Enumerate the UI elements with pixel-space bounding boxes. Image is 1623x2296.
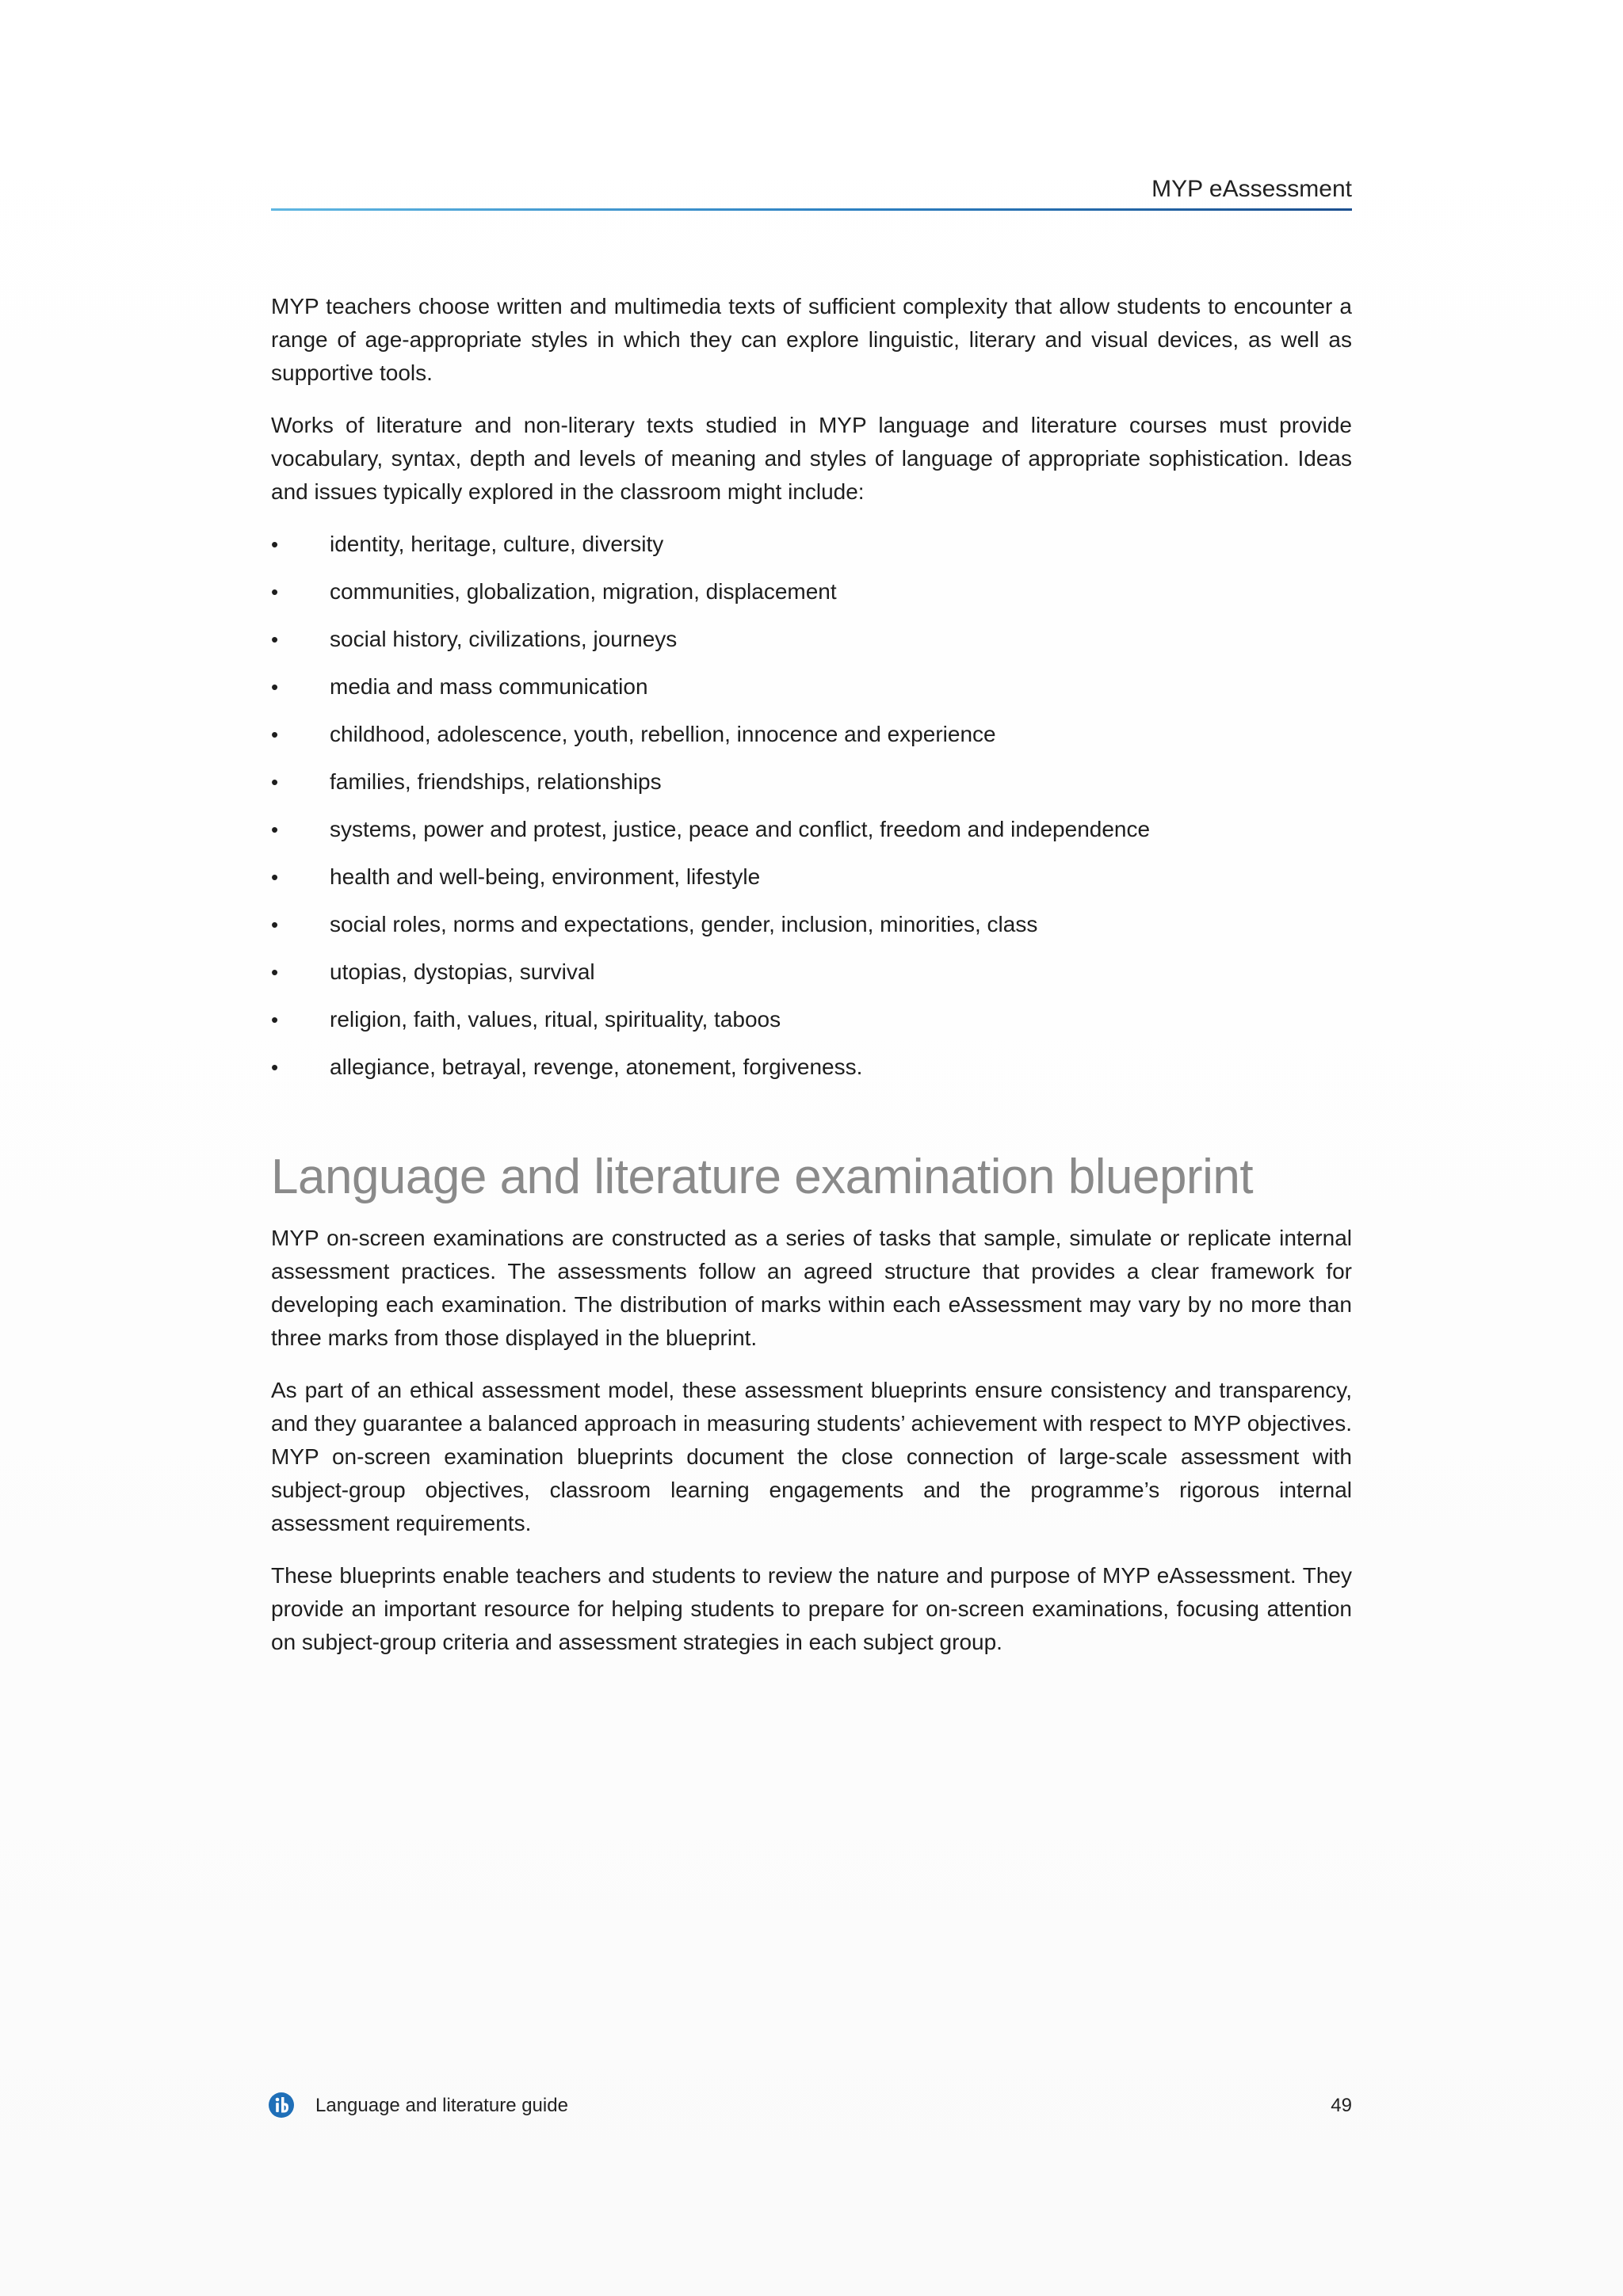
blueprint-paragraph-2: As part of an ethical assessment model, these assessment blueprints ensure consistency and transparency, and they guarantee a balanced approach in measuring students’ achievement with respect to MYP objectives. MYP on-screen examination blueprints document the close connection of large-scale assessment with subject-group objectives, classroom learning engagements and the programme’s rigorous internal assessment requirements. (271, 1378, 1352, 1535)
bullet-icon: • (271, 723, 279, 746)
list-item (271, 1003, 1352, 1036)
list-item-text: systems, power and protest, justice, peace and conflict, freedom and independence (330, 817, 1151, 841)
section-heading: Language and literature examination blueprint (271, 1150, 1254, 1204)
intro-paragraph-1: MYP teachers choose written and multimedia texts of sufficient complexity that allow students to encounter a range of age-appropriate styles in which they can explore linguistic, literary and visual devices, as well as supportive tools. (271, 294, 1352, 385)
header-title: MYP eAssessment (1151, 176, 1352, 202)
list-item-text: childhood, adolescence, youth, rebellion, innocence and experience (330, 722, 996, 746)
header-rule (271, 208, 1352, 211)
bullet-icon: • (271, 1055, 279, 1079)
list-item (271, 955, 1352, 989)
list-item-text: media and mass communication (330, 674, 648, 699)
list-item-text: health and well-being, environment, lifestyle (330, 864, 761, 889)
list-item (271, 908, 1352, 941)
bullet-icon: • (271, 960, 279, 984)
blueprint-paragraph-3: These blueprints enable teachers and students to review the nature and purpose of MYP eAssessment. They provide an important resource for helping students to prepare for on-screen examinations, focusing attention on subject-group criteria and assessment strategies in each subject group. (271, 1563, 1352, 1654)
list-item (271, 575, 1352, 608)
list-item-text: communities, globalization, migration, displacement (330, 579, 837, 604)
running-header (271, 173, 1352, 211)
bullet-icon: • (271, 675, 279, 699)
ib-logo-icon (268, 2092, 295, 2119)
bullet-icon: • (271, 580, 279, 604)
intro-paragraph-2: Works of literature and non-literary texts studied in MYP language and literature courses must provide vocabulary, syntax, depth and levels of meaning and styles of language of appropriate sophistication. Ideas and issues typically explored in the classroom might include: (271, 413, 1352, 504)
topics-list (271, 528, 1352, 1084)
bullet-icon: • (271, 913, 279, 936)
list-item-text: social roles, norms and expectations, gender, inclusion, minorities, class (330, 912, 1038, 936)
list-item (271, 765, 1352, 799)
list-item (271, 1051, 1352, 1084)
list-item-text: identity, heritage, culture, diversity (330, 532, 664, 556)
bullet-icon: • (271, 627, 279, 651)
list-item-text: social history, civilizations, journeys (330, 627, 678, 651)
blueprint-paragraph-1: MYP on-screen examinations are constructed as a series of tasks that sample, simulate or replicate internal assessment practices. The assessments follow an agreed structure that provides a clear framework for developing each examination. The distribution of marks within each eAssessment may vary by no more than three marks from those displayed in the blueprint. (271, 1226, 1352, 1350)
list-item-text: religion, faith, values, ritual, spirituality, taboos (330, 1007, 781, 1032)
list-item-text: allegiance, betrayal, revenge, atonement, forgiveness. (330, 1055, 863, 1079)
bullet-icon: • (271, 865, 279, 889)
list-item (271, 813, 1352, 846)
list-item-text: utopias, dystopias, survival (330, 959, 595, 984)
list-item (271, 528, 1352, 561)
main-content (271, 290, 1352, 1678)
bullet-icon: • (271, 818, 279, 841)
bullet-icon: • (271, 532, 279, 556)
bullet-icon: • (271, 1008, 279, 1032)
bullet-icon: • (271, 770, 279, 794)
list-item (271, 623, 1352, 656)
page-footer (268, 2090, 1352, 2122)
footer-guide-title: Language and literature guide (315, 2095, 568, 2116)
list-item (271, 670, 1352, 704)
list-item (271, 860, 1352, 894)
page-number: 49 (1331, 2095, 1352, 2116)
list-item-text: families, friendships, relationships (330, 769, 662, 794)
list-item (271, 718, 1352, 751)
